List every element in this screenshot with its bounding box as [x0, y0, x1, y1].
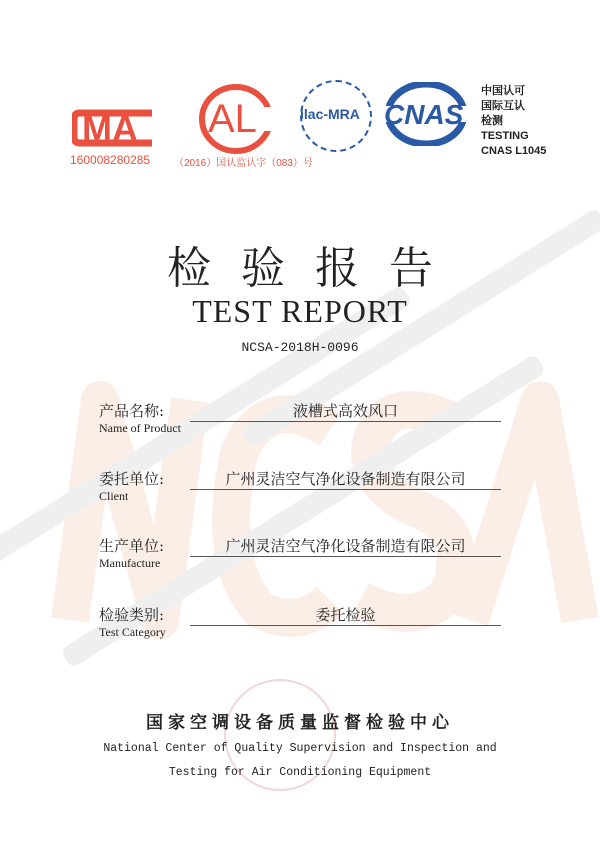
- field-product-name: [99, 400, 501, 448]
- organization-name-cn: 国家空调设备质量监督检验中心: [146, 713, 454, 733]
- underline: [190, 625, 501, 626]
- field-test-category: [99, 604, 501, 652]
- cal-caption: （2016）国认监认字（083）号: [174, 158, 313, 169]
- field-client: [99, 468, 501, 516]
- field-value: 广州灵洁空气净化设备制造有限公司: [225, 470, 466, 488]
- cma-logo: MA 160008280285: [70, 108, 151, 167]
- label-en: Client: [99, 489, 129, 503]
- cal-logo: AL: [198, 83, 278, 160]
- label-cn: 生产单位:: [99, 537, 165, 555]
- organization-name-en-line1: National Center of Quality Supervision and Inspection and: [103, 742, 497, 755]
- label-cn: 检验类别:: [99, 606, 165, 624]
- underline: [190, 489, 501, 490]
- ilac-mra-logo: ilac-MRA: [300, 80, 372, 152]
- label-en: Test Category: [99, 625, 166, 639]
- label-en: Manufacture: [99, 556, 161, 570]
- cnas-logo: CNAS: [384, 82, 468, 146]
- field-value: 广州灵洁空气净化设备制造有限公司: [225, 537, 466, 555]
- field-value: 委托检验: [315, 606, 376, 624]
- label-en: Name of Product: [99, 421, 181, 435]
- cnas-info: 中国认可 国际互认 检测 TESTING CNAS L1045: [481, 85, 547, 157]
- organization-name-en-line2: Testing for Air Conditioning Equipment: [168, 766, 432, 779]
- label-cn: 委托单位:: [99, 470, 165, 488]
- underline: [190, 421, 501, 422]
- underline: [190, 556, 501, 557]
- label-cn: 产品名称:: [99, 402, 165, 420]
- title-en: TEST REPORT: [192, 293, 408, 329]
- report-number: NCSA-2018H-0096: [241, 340, 359, 355]
- field-manufacture: [99, 535, 501, 583]
- title-cn: 检验报告: [167, 243, 463, 294]
- field-value: 液槽式高效风口: [292, 402, 398, 420]
